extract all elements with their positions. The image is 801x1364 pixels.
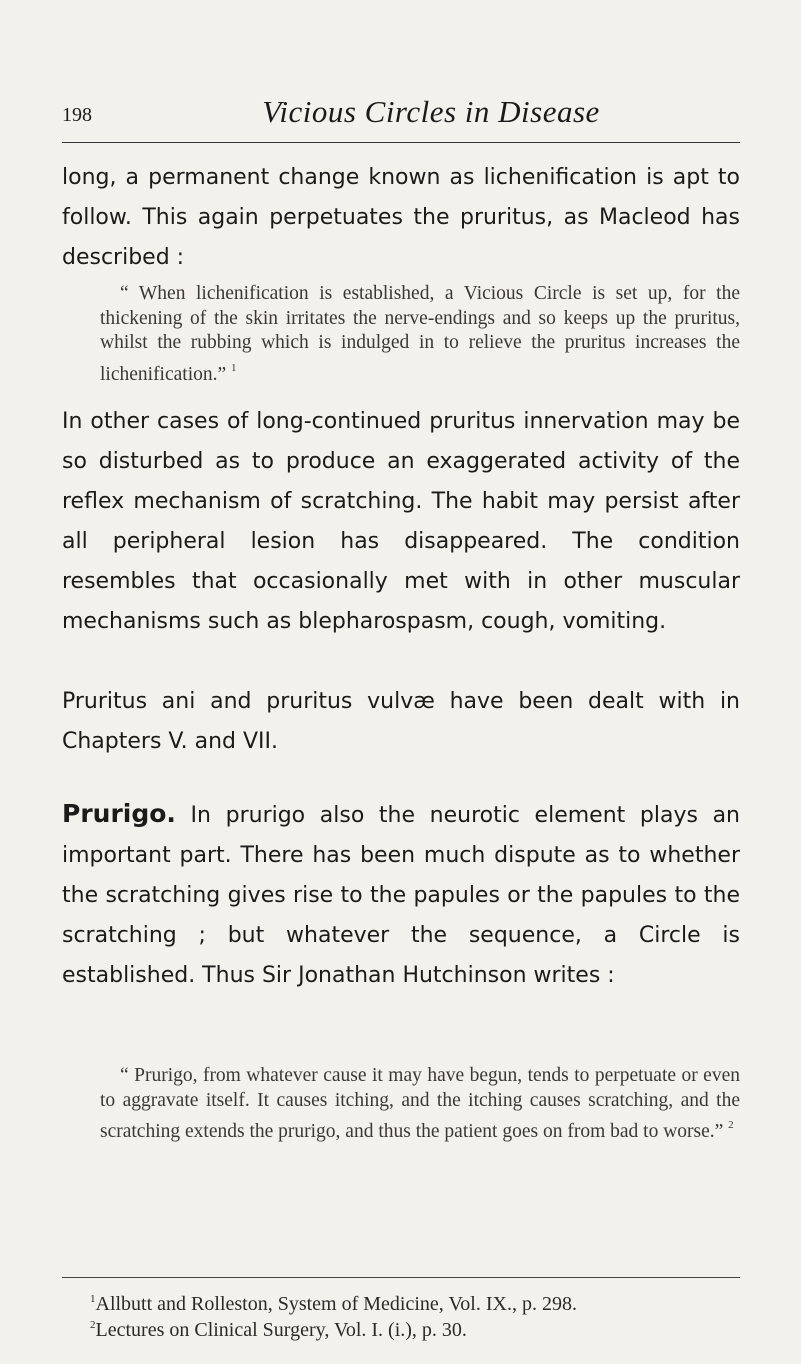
footnote-ref: 1 — [231, 361, 237, 374]
quote-text: “ When lichenification is established, a Vicious Circle is set up, for the thickening of the skin irritates the nerve-endings and so keeps up the pruritus, whilst the rubbing which is indulged in to relieve the pruritus increases the lichenification.” — [100, 283, 740, 385]
paragraph-text: In prurigo also the neurotic element plays an important part. There has been much dispute as to whether the scratching gives rise to the papules or the papules to the scratching ; but whatever the sequence, a Circle is established. Thus Sir Jonathan Hutchinson writes : — [62, 803, 740, 988]
running-title: Vicious Circles in Disease — [262, 94, 600, 129]
paragraph-lichenification — [62, 158, 740, 278]
footnote-text: Lectures on Clinical Surgery, Vol. I. (i.), p. 30. — [95, 1319, 467, 1341]
page-header — [62, 94, 740, 136]
header-rule — [62, 142, 740, 143]
paragraph-innervation — [62, 402, 740, 642]
page-number: 198 — [62, 104, 92, 126]
block-quote-hutchinson — [100, 1064, 740, 1145]
paragraph-text: long, a permanent change known as lichenification is apt to follow. This again perpetuates the pruritus, as Macleod has described : — [62, 165, 740, 270]
footnote-1 — [90, 1287, 740, 1316]
footnote-2 — [90, 1313, 740, 1342]
paragraph-prurigo — [62, 794, 740, 996]
footnote-ref: 2 — [728, 1119, 734, 1131]
paragraph-text: In other cases of long-continued pruritus innervation may be so disturbed as to produce an exaggerated activity of the reflex mechanism of scratching. The habit may persist after all peripheral lesion has disappeared. The condition resembles that occasionally met with in other muscular mechanisms such as blepharospasm, cough, vomiting. — [62, 409, 740, 634]
footnote-marker: 1 — [90, 1293, 96, 1305]
section-heading-prurigo: Prurigo. — [62, 799, 176, 828]
footnote-marker: 2 — [90, 1319, 96, 1331]
quote-text: “ Prurigo, from whatever cause it may have begun, tends to perpetuate or even to aggravate itself. It causes itching, and the itching causes scratching, and the scratching extends the prurigo, and thus the patient goes on from bad to worse.” — [100, 1065, 740, 1142]
footnote-text: Allbutt and Rolleston, System of Medicine, Vol. IX., p. 298. — [95, 1293, 577, 1315]
footnote-rule — [62, 1277, 740, 1278]
paragraph-text: Pruritus ani and pruritus vulvæ have been dealt with in Chapters V. and VII. — [62, 689, 740, 754]
paragraph-pruritus-ani — [62, 682, 740, 762]
block-quote-macleod — [100, 282, 740, 387]
